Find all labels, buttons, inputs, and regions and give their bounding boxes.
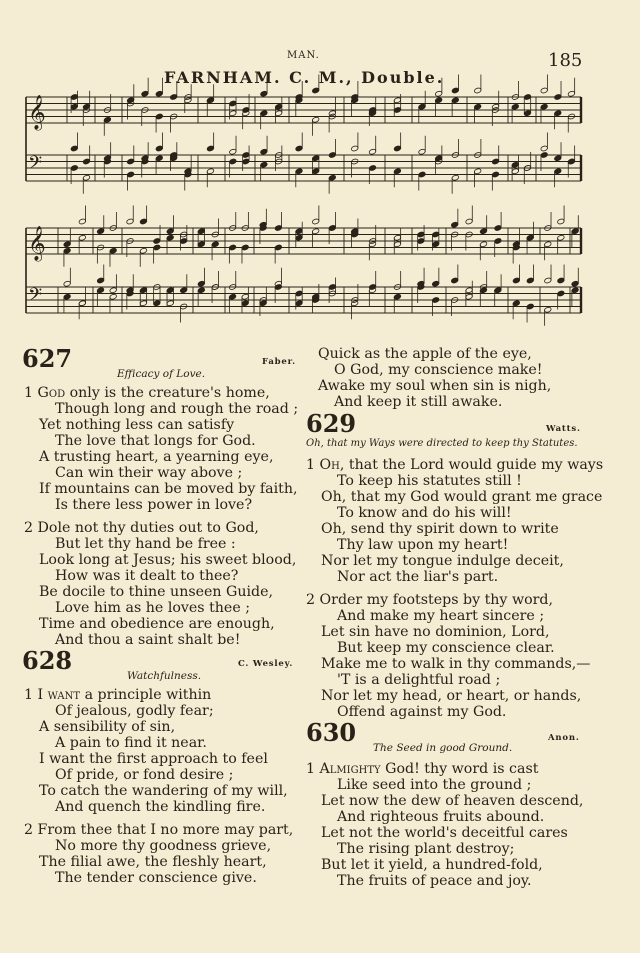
note-head bbox=[229, 110, 237, 117]
note-head bbox=[312, 168, 320, 175]
hymn-author: C. Wesley. bbox=[238, 659, 294, 669]
note-head bbox=[567, 90, 575, 97]
note-head bbox=[260, 148, 268, 155]
verse-line: And righteous fruits abound. bbox=[337, 809, 545, 825]
note-head bbox=[393, 241, 401, 248]
stanza bbox=[306, 473, 602, 585]
note-head bbox=[103, 116, 111, 123]
verse-line: Look long at Jesus; his sweet blood, bbox=[39, 552, 297, 568]
verse-line: Awake my soul when sin is nigh, bbox=[318, 378, 552, 394]
note-head bbox=[480, 228, 488, 235]
verse-line: The tender conscience give. bbox=[55, 870, 257, 886]
note-head bbox=[567, 158, 575, 165]
note-head bbox=[511, 168, 519, 175]
note-head bbox=[153, 238, 161, 245]
note-head bbox=[166, 234, 174, 241]
verse-line: A pain to find it near. bbox=[55, 735, 207, 751]
verse-line: 2 Order my footsteps by thy word, bbox=[306, 592, 554, 608]
hymn-subtitle: Oh, that my Ways were directed to keep thy Statutes. bbox=[306, 438, 578, 449]
note-head bbox=[241, 293, 249, 300]
note-head bbox=[166, 228, 174, 235]
note-head bbox=[97, 228, 105, 235]
verse-line: 'T is a delightful road ; bbox=[337, 672, 501, 688]
note-head bbox=[474, 168, 482, 175]
note-head bbox=[78, 234, 86, 241]
note-head bbox=[554, 155, 562, 162]
note-head bbox=[571, 287, 579, 294]
note-head bbox=[166, 300, 174, 307]
note-head bbox=[474, 103, 482, 110]
note-head bbox=[170, 94, 178, 101]
hymn-author: Faber. bbox=[262, 357, 296, 367]
note-head bbox=[554, 168, 562, 175]
verse-line: 2 From thee that I no more may part, bbox=[24, 822, 294, 838]
page-number: 185 bbox=[548, 50, 583, 71]
note-head bbox=[295, 300, 303, 307]
hymn-number: 629 bbox=[306, 409, 357, 438]
note-head bbox=[63, 247, 71, 254]
note-head bbox=[153, 300, 161, 307]
note-head bbox=[312, 116, 320, 123]
verse-line: To catch the wandering of my will, bbox=[39, 783, 288, 799]
note-head bbox=[369, 284, 377, 291]
note-head bbox=[557, 290, 565, 297]
note-head bbox=[526, 277, 534, 284]
note-head bbox=[82, 103, 90, 110]
note-head bbox=[78, 300, 86, 307]
stanza bbox=[24, 703, 288, 815]
verse-line: 1 God only is the creature's home, bbox=[24, 385, 270, 401]
note-head bbox=[229, 293, 237, 300]
note-head bbox=[393, 107, 401, 114]
note-head bbox=[328, 225, 336, 232]
note-head bbox=[260, 161, 268, 168]
note-head bbox=[180, 238, 188, 245]
stanza bbox=[318, 346, 551, 410]
note-head bbox=[432, 241, 440, 248]
note-head bbox=[328, 152, 336, 159]
note-head bbox=[540, 103, 548, 110]
verse-line: Of jealous, godly fear; bbox=[55, 703, 214, 719]
note-head bbox=[557, 277, 565, 284]
note-head bbox=[328, 174, 336, 181]
note-head bbox=[451, 97, 459, 104]
note-head bbox=[229, 244, 237, 251]
note-head bbox=[63, 280, 71, 287]
note-head bbox=[259, 300, 267, 307]
note-head bbox=[540, 87, 548, 94]
tune-title: FARNHAM. C. M., Double. bbox=[164, 68, 445, 87]
note-head bbox=[417, 231, 425, 238]
note-head bbox=[295, 228, 303, 235]
verse-line: Like seed into the ground ; bbox=[337, 777, 532, 793]
verse-line: Let not the world's deceitful cares bbox=[321, 825, 568, 841]
verse-line: 1 I want a principle within bbox=[24, 687, 212, 703]
verse-line: If mountains can be moved by faith, bbox=[39, 481, 298, 497]
note-head bbox=[451, 277, 459, 284]
note-head bbox=[418, 148, 426, 155]
verse-line: But keep my conscience clear. bbox=[337, 640, 555, 656]
note-head bbox=[260, 110, 268, 117]
note-head bbox=[127, 171, 135, 178]
hymn-subtitle: The Seed in good Ground. bbox=[373, 742, 513, 754]
note-head bbox=[544, 306, 552, 313]
bass-clef: 𝄢 bbox=[28, 153, 43, 178]
note-head bbox=[526, 234, 534, 241]
verse-line: Of pride, or fond desire ; bbox=[55, 767, 234, 783]
note-head bbox=[70, 165, 78, 172]
verse-line: To keep his statutes still ! bbox=[337, 473, 522, 489]
hymn-number: 630 bbox=[306, 718, 357, 747]
note-head bbox=[197, 228, 205, 235]
note-head bbox=[492, 171, 500, 178]
verse-line: Thy law upon my heart! bbox=[337, 537, 509, 553]
verse-line: Nor let my tongue indulge deceit, bbox=[321, 553, 564, 569]
hymn-author: Watts. bbox=[546, 424, 581, 434]
note-head bbox=[141, 90, 149, 97]
verse-line: Though long and rough the road ; bbox=[55, 401, 299, 417]
note-head bbox=[180, 287, 188, 294]
note-head bbox=[70, 94, 78, 101]
verse-line: The filial awe, the fleshly heart, bbox=[39, 854, 267, 870]
note-head bbox=[184, 97, 192, 104]
note-head bbox=[474, 87, 482, 94]
note-head bbox=[127, 97, 135, 104]
note-head bbox=[241, 300, 249, 307]
verse-line: Nor let my head, or heart, or hands, bbox=[321, 688, 582, 704]
verse-line: A sensibility of sin, bbox=[39, 719, 176, 735]
note-head bbox=[82, 158, 90, 165]
note-head bbox=[393, 145, 401, 152]
note-head bbox=[393, 234, 401, 241]
note-head bbox=[494, 225, 502, 232]
note-head bbox=[139, 300, 147, 307]
note-head bbox=[312, 218, 320, 225]
verse-line: Love him as he loves thee ; bbox=[55, 600, 251, 616]
note-head bbox=[197, 280, 205, 287]
note-head bbox=[206, 145, 214, 152]
note-head bbox=[494, 238, 502, 245]
note-head bbox=[275, 110, 283, 117]
hymn-number: 627 bbox=[22, 344, 73, 373]
verse-line: And thou a saint shalt be! bbox=[55, 632, 241, 648]
note-head bbox=[328, 284, 336, 291]
note-head bbox=[312, 228, 320, 235]
verse-line: Offend against my God. bbox=[337, 704, 507, 720]
note-head bbox=[197, 241, 205, 248]
note-head bbox=[432, 231, 440, 238]
verse-line: A trusting heart, a yearning eye, bbox=[39, 449, 274, 465]
note-head bbox=[451, 87, 459, 94]
note-head bbox=[206, 168, 214, 175]
note-head bbox=[242, 152, 250, 159]
note-head bbox=[451, 221, 459, 228]
verse-line: 2 Dole not thy duties out to God, bbox=[24, 520, 259, 536]
verse-line: And make my heart sincere ; bbox=[337, 608, 545, 624]
note-head bbox=[432, 297, 440, 304]
note-head bbox=[465, 218, 473, 225]
note-head bbox=[211, 241, 219, 248]
note-head bbox=[63, 241, 71, 248]
note-head bbox=[540, 152, 548, 159]
note-head bbox=[480, 241, 488, 248]
note-head bbox=[242, 107, 250, 114]
verse-line: Time and obedience are enough, bbox=[39, 616, 275, 632]
running-head: MAN. bbox=[287, 50, 320, 61]
verse-line: Let sin have no dominion, Lord, bbox=[321, 624, 550, 640]
note-head bbox=[494, 287, 502, 294]
note-head bbox=[97, 277, 105, 284]
verse-line: Quick as the apple of the eye, bbox=[318, 346, 532, 362]
note-head bbox=[275, 103, 283, 110]
note-head bbox=[109, 247, 117, 254]
note-head bbox=[166, 287, 174, 294]
note-head bbox=[274, 244, 282, 251]
music-score bbox=[0, 0, 640, 340]
note-head bbox=[312, 87, 320, 94]
note-head bbox=[511, 103, 519, 110]
note-head bbox=[153, 244, 161, 251]
note-head bbox=[511, 161, 519, 168]
note-head bbox=[544, 241, 552, 248]
stanza bbox=[24, 822, 293, 886]
note-head bbox=[78, 218, 86, 225]
verse-line: How was it dealt to thee? bbox=[55, 568, 239, 584]
verse-line: And keep it still awake. bbox=[334, 394, 503, 410]
note-head bbox=[139, 218, 147, 225]
verse-line: Can win their way above ; bbox=[55, 465, 243, 481]
verse-line: Oh, that my God would grant me grace bbox=[321, 489, 603, 505]
note-head bbox=[465, 287, 473, 294]
note-head bbox=[242, 158, 250, 165]
note-head bbox=[295, 145, 303, 152]
note-head bbox=[435, 90, 443, 97]
hymn-author: Anon. bbox=[548, 733, 580, 743]
note-head bbox=[197, 287, 205, 294]
note-head bbox=[435, 97, 443, 104]
verse-line: 1 Oh, that the Lord would guide my ways bbox=[306, 457, 604, 473]
note-head bbox=[523, 110, 531, 117]
bass-clef: 𝄢 bbox=[28, 285, 43, 310]
verse-line: The fruits of peace and joy. bbox=[337, 873, 532, 889]
note-head bbox=[557, 218, 565, 225]
note-head bbox=[126, 218, 134, 225]
note-head bbox=[393, 168, 401, 175]
treble-clef: 𝄞 bbox=[28, 95, 46, 130]
note-head bbox=[512, 300, 520, 307]
verse-line: Let now the dew of heaven descend, bbox=[321, 793, 584, 809]
verse-line: The love that longs for God. bbox=[55, 433, 256, 449]
note-head bbox=[295, 168, 303, 175]
note-head bbox=[557, 234, 565, 241]
note-head bbox=[540, 145, 548, 152]
note-head bbox=[544, 277, 552, 284]
stanza bbox=[306, 592, 590, 720]
verse-line: But let thy hand be free : bbox=[55, 536, 236, 552]
verse-line: Is there less power in love? bbox=[55, 497, 253, 513]
note-head bbox=[417, 238, 425, 245]
stanza bbox=[24, 520, 296, 648]
note-head bbox=[554, 94, 562, 101]
note-head bbox=[432, 280, 440, 287]
note-head bbox=[139, 247, 147, 254]
note-head bbox=[418, 171, 426, 178]
note-head bbox=[295, 234, 303, 241]
note-head bbox=[492, 158, 500, 165]
note-head bbox=[554, 110, 562, 117]
note-head bbox=[241, 244, 249, 251]
note-head bbox=[139, 287, 147, 294]
note-head bbox=[492, 103, 500, 110]
note-head bbox=[109, 293, 117, 300]
note-head bbox=[155, 155, 163, 162]
note-head bbox=[369, 165, 377, 172]
note-head bbox=[274, 225, 282, 232]
note-head bbox=[70, 145, 78, 152]
verse-line: O God, my conscience make! bbox=[334, 362, 543, 378]
note-head bbox=[523, 94, 531, 101]
note-head bbox=[82, 174, 90, 181]
treble-clef: 𝄞 bbox=[28, 226, 46, 261]
note-head bbox=[155, 113, 163, 120]
note-head bbox=[70, 103, 78, 110]
note-head bbox=[127, 158, 135, 165]
verse-line: Make me to walk in thy commands,— bbox=[321, 656, 591, 672]
note-head bbox=[295, 290, 303, 297]
note-head bbox=[97, 287, 105, 294]
verse-line: The rising plant destroy; bbox=[337, 841, 515, 857]
note-head bbox=[328, 110, 336, 117]
note-head bbox=[312, 155, 320, 162]
verse-line: Be docile to thine unseen Guide, bbox=[39, 584, 274, 600]
verse-line: No more thy goodness grieve, bbox=[55, 838, 272, 854]
note-head bbox=[351, 145, 359, 152]
verse-line: 1 Almighty God! thy word is cast bbox=[306, 761, 539, 777]
verse-line: Yet nothing less can satisfy bbox=[39, 417, 235, 433]
note-head bbox=[526, 303, 534, 310]
note-head bbox=[393, 293, 401, 300]
note-head bbox=[418, 103, 426, 110]
note-head bbox=[260, 90, 268, 97]
note-head bbox=[451, 174, 459, 181]
verse-line: I want the first approach to feel bbox=[39, 751, 268, 767]
verse-line: Nor act the liar's part. bbox=[337, 569, 499, 585]
hymn-number: 628 bbox=[22, 646, 73, 675]
hymn-subtitle: Efficacy of Love. bbox=[117, 368, 206, 380]
hymn-subtitle: Watchfulness. bbox=[127, 670, 202, 682]
note-head bbox=[206, 97, 214, 104]
note-head bbox=[63, 293, 71, 300]
verse-line: And quench the kindling fire. bbox=[55, 799, 266, 815]
note-head bbox=[109, 287, 117, 294]
verse-line: But let it yield, a hundred-fold, bbox=[321, 857, 543, 873]
note-head bbox=[465, 293, 473, 300]
stanza bbox=[306, 777, 583, 889]
note-head bbox=[155, 145, 163, 152]
note-head bbox=[229, 148, 237, 155]
note-head bbox=[512, 277, 520, 284]
note-head bbox=[229, 100, 237, 107]
stanza bbox=[24, 401, 298, 513]
note-head bbox=[369, 148, 377, 155]
note-head bbox=[571, 280, 579, 287]
verse-line: To know and do his will! bbox=[337, 505, 512, 521]
note-head bbox=[393, 97, 401, 104]
note-head bbox=[229, 158, 237, 165]
verse-line: Oh, send thy spirit down to write bbox=[321, 521, 559, 537]
note-head bbox=[155, 90, 163, 97]
